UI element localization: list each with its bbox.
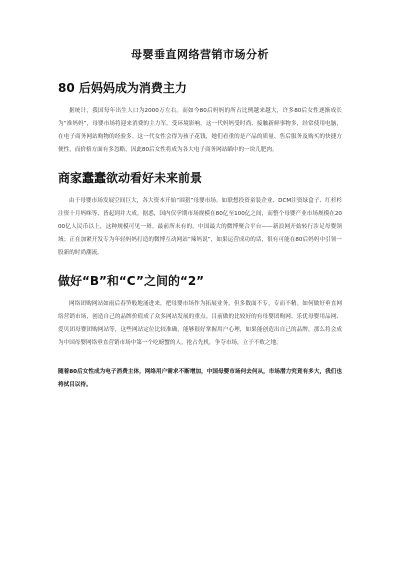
section-heading-3: 做好“B”和“C”之间的“2” xyxy=(58,274,205,288)
section-body-3: 网络团购网站如雨后春笋般地涌进来，把母婴市场作为拓展业务，但多数面不专，专而不精。如何做好垂直网络营销市场，创造自己的品牌价值成了众多网站发展的重点。目前做的比较好的有母婴团购网、乐优母婴用品网、爱贝团母婴团购网站等，这些网站定位比较准确，能够很好掌握用户心理，如果能创造出自己的品牌，那么将会成为中国母婴网络垂直营销市场中第一个吃螃蟹的人，抢占先机，争夺市场，立于不败之地。 xyxy=(58,301,342,346)
document-title: 母婴垂直网络营销市场分析 xyxy=(131,48,269,61)
section-body-1: 据统计，我国每年出生人口为2000万左右。而如今80后妈妈的所占比例越来越大，许多80后女性逐渐成长为“准妈妈”，母婴市场将迎来消费的主力军。受环境影响，这一代妈妈受时尚、接触新鲜事物多，经常使用电脑，在电子商务网站购物的经验多。这一代女性会得为孩子花钱，她们看重的是产品的质量、售后服务及购买的快捷方便性，而价格方面有多忽略，因此80后女性将成为各大电子商务网站瞄中的一块儿肥肉。 xyxy=(58,108,342,153)
section-heading-2: 商家蠢蠢欲动看好未来前景 xyxy=(58,171,203,185)
section-heading-1: 80 后妈妈成为消费主力 xyxy=(58,81,187,95)
section-3 xyxy=(58,272,342,350)
section-body-2: 由于母婴市场发展空间巨大，各大资本开始“围猎”母婴市场。如联想投资童装企业、DCM注资绿盒子、红杉杉注资十月妈咪等，皆起到并大成。据悉，国内仅孕期市场规模在80亿至100亿之间，而整个母婴产业市场规模在2000亿人民币以上，这种规模可见一斑。最前所未有的。中国最大的微博聚合平台——新浪网开始转行涉足母婴领域；正在加紧开发专为年轻妈妈打造的微博互动网站“辣妈说”，如果运营成功的话，很有可能在80后妈妈中引领一股新的时尚潮流。 xyxy=(58,198,342,256)
section-1 xyxy=(58,79,342,157)
section-2 xyxy=(58,169,342,260)
conclusion-paragraph: 随着80后女性成为电子消费主体，网络用户需求不断增加，中国母婴市场何去何从，市场潜力究竟有多大，我们也将拭目以待。 xyxy=(58,369,342,388)
